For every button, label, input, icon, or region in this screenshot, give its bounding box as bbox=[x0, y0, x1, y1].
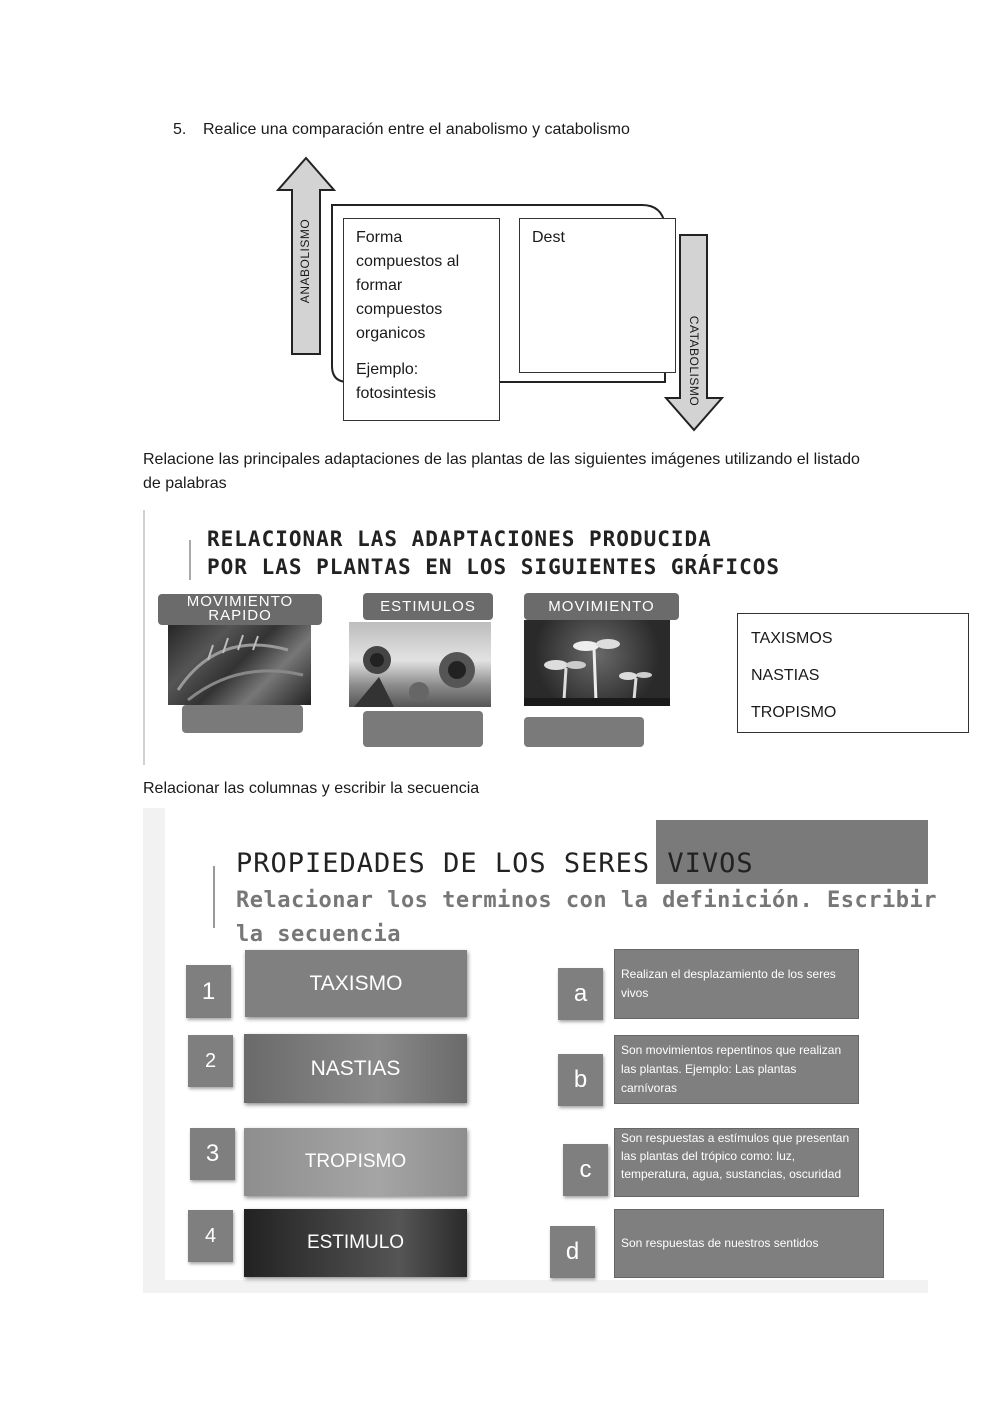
answer-bar-3[interactable] bbox=[524, 717, 644, 747]
definition-a: Realizan el desplazamiento de los seres vivos bbox=[614, 949, 859, 1019]
label-estimulos: ESTIMULOS bbox=[363, 593, 493, 620]
word-nastias: NASTIAS bbox=[751, 667, 820, 684]
answer-bar-2[interactable] bbox=[363, 711, 483, 747]
slide2-subtitle-line2: la secuencia bbox=[236, 922, 401, 947]
columns-instruction: Relacionar las columnas y escribir la secuencia bbox=[143, 780, 480, 797]
catabolism-label: CATABOLISMO bbox=[687, 315, 701, 407]
anabolism-answer-box[interactable] bbox=[343, 218, 500, 421]
slide2-title: PROPIEDADES DE LOS SERES VIVOS bbox=[236, 848, 754, 879]
label-movimiento-rapido: MOVIMIENTO RAPIDO bbox=[158, 594, 322, 625]
venus-flytrap-image bbox=[168, 620, 311, 705]
catabolism-description: Dest bbox=[532, 229, 565, 246]
slide1-title bbox=[207, 525, 780, 581]
anabolism-label-wrap bbox=[283, 176, 327, 356]
sunflower-graphic bbox=[349, 622, 491, 707]
slide1-title-line1: RELACIONAR LAS ADAPTACIONES PRODUCIDA bbox=[207, 527, 712, 551]
anabolism-description: Forma compuestos al formar compuestos organicos bbox=[356, 229, 460, 342]
slide1-title-rule bbox=[189, 540, 191, 580]
flytrap-graphic bbox=[168, 620, 311, 705]
anabolism-example: Ejemplo: fotosintesis bbox=[356, 361, 437, 402]
adaptations-instruction: Relacione las principales adaptaciones de las plantas de las siguientes imágenes utilizando el listado de palabras bbox=[143, 451, 860, 492]
number-4: 4 bbox=[188, 1210, 233, 1262]
answer-bar-1[interactable] bbox=[182, 705, 303, 733]
slide2-title-rule bbox=[213, 866, 215, 928]
word-list-box bbox=[737, 613, 969, 733]
letter-a: a bbox=[558, 968, 603, 1020]
slide1-title-line2: POR LAS PLANTAS EN LOS SIGUIENTES GRÁFICOS bbox=[207, 555, 781, 579]
number-1: 1 bbox=[186, 965, 231, 1018]
sunflowers-image bbox=[349, 622, 491, 707]
word-tropismo: TROPISMO bbox=[751, 704, 837, 721]
term-estimulo: ESTIMULO bbox=[244, 1209, 467, 1277]
number-3: 3 bbox=[190, 1128, 235, 1180]
label-movimiento: MOVIMIENTO bbox=[524, 593, 679, 620]
letter-d: d bbox=[550, 1226, 595, 1278]
anabolism-label: ANABOLISMO bbox=[298, 218, 312, 304]
term-nastias: NASTIAS bbox=[244, 1034, 467, 1103]
question-text: Realice una comparación entre el anabolismo y catabolismo bbox=[203, 121, 630, 138]
definition-b: Son movimientos repentinos que realizan las plantas. Ejemplo: Las plantas carnívoras bbox=[614, 1035, 859, 1104]
definition-d: Son respuestas de nuestros sentidos bbox=[614, 1209, 884, 1278]
word-taxismos: TAXISMOS bbox=[751, 630, 833, 647]
catabolism-label-wrap bbox=[672, 236, 716, 416]
seedlings-image bbox=[524, 620, 670, 706]
slide2-subtitle-line1: Relacionar los terminos con la definición. Escribir bbox=[236, 888, 938, 913]
definition-c: Son respuestas a estímulos que presentan las plantas del trópico como: luz, temperatura, agua, sustancias, oscuridad bbox=[614, 1128, 859, 1197]
number-2: 2 bbox=[188, 1035, 233, 1087]
catabolism-answer-box[interactable] bbox=[519, 218, 676, 373]
term-tropismo: TROPISMO bbox=[244, 1128, 467, 1196]
slide2-subtitle bbox=[236, 884, 937, 952]
letter-b: b bbox=[558, 1054, 603, 1106]
question-number: 5. bbox=[173, 121, 187, 138]
letter-c: c bbox=[563, 1144, 608, 1196]
seedling-graphic bbox=[524, 620, 670, 706]
term-taxismo: TAXISMO bbox=[245, 950, 467, 1017]
